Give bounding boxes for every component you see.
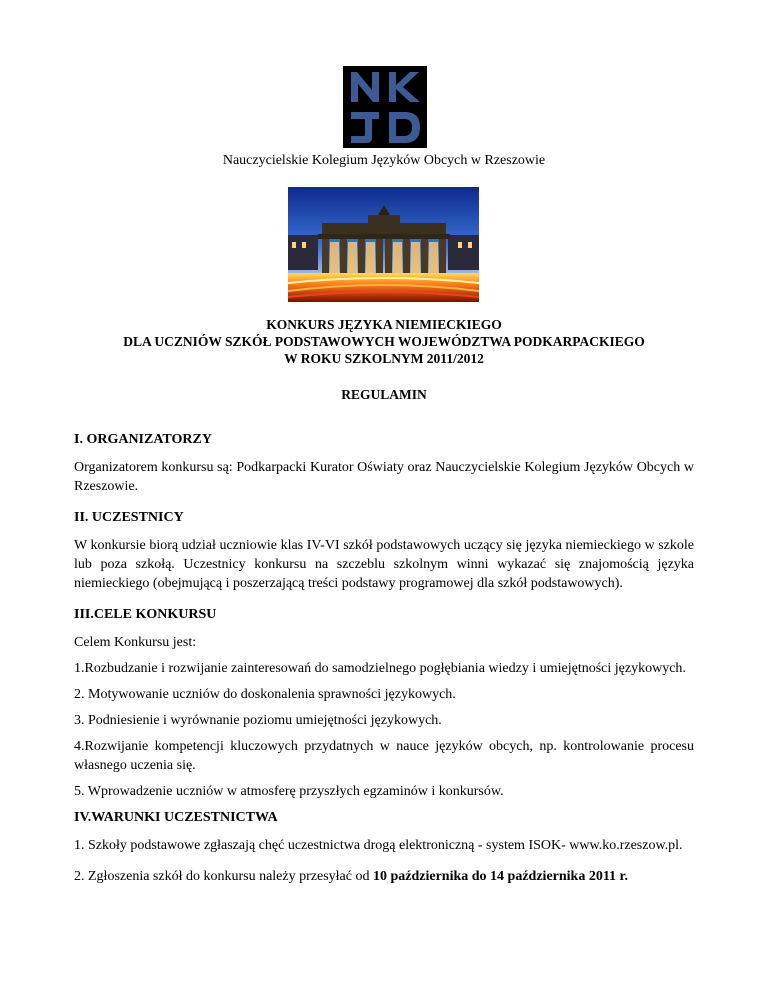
condition-item-2-text: 2. Zgłoszenia szkół do konkursu należy przesyłać od — [74, 869, 373, 884]
section-text-participants: W konkursie biorą udział uczniowie klas IV-VI szkół podstawowych uczący się języka niemieckiego w szkole lub poza szkołą. Uczestnicy konkursu na szczeblu szkolnym winni wykazać się znajomością języka niemieckiego (obejmującą i poszerzającą treści podstawy programowej dla szkół podstawowych). — [74, 538, 694, 591]
goal-item-1: 1.Rozbudzanie i rozwijanie zainteresowań do samodzielnego pogłębiania wiedzy i umiejętności językowych. — [74, 661, 686, 676]
regulamin-heading: REGULAMIN — [341, 387, 427, 402]
section-text-organizers: Organizatorem konkursu są: Podkarpacki Kurator Oświaty oraz Nauczycielskie Kolegium Języków Obcych w Rzeszowie. — [74, 460, 694, 494]
goal-item-2: 2. Motywowanie uczniów do doskonalenia sprawności językowych. — [74, 687, 456, 702]
nkjo-logo — [343, 66, 427, 148]
condition-item-2 — [74, 867, 694, 886]
title-line-1: KONKURS JĘZYKA NIEMIECKIEGO — [266, 317, 502, 332]
title-line-2: DLA UCZNIÓW SZKÓŁ PODSTAWOWYCH WOJEWÓDZTWA PODKARPACKIEGO — [123, 334, 645, 349]
section-heading-conditions: IV.WARUNKI UCZESTNICTWA — [74, 810, 278, 825]
goal-item-3: 3. Podniesienie i wyrównanie poziomu umiejętności językowych. — [74, 713, 442, 728]
section-heading-participants: II. UCZESTNICY — [74, 510, 184, 525]
condition-item-1: 1. Szkoły podstawowe zgłaszają chęć uczestnictwa drogą elektroniczną - system ISOK- www.ko.rzeszow.pl. — [74, 838, 683, 853]
brandenburg-gate-photo — [288, 187, 479, 302]
goal-item-4: 4.Rozwijanie kompetencji kluczowych przydatnych w nauce języków obcych, np. kontrolowanie procesu własnego uczenia się. — [74, 739, 694, 773]
nkjo-logo-graphic — [343, 66, 427, 148]
title-line-3: W ROKU SZKOLNYM 2011/2012 — [284, 351, 484, 366]
college-name: Nauczycielskie Kolegium Języków Obcych w Rzeszowie — [222, 153, 546, 168]
section-heading-goals: III.CELE KONKURSU — [74, 607, 217, 622]
contest-title — [0, 316, 768, 367]
condition-item-2-dates: 10 października do 14 października 2011 r. — [372, 869, 628, 884]
section-heading-organizers: I. ORGANIZATORZY — [74, 432, 212, 447]
goal-item-5: 5. Wprowadzenie uczniów w atmosferę przyszłych egzaminów i konkursów. — [74, 784, 504, 799]
goals-intro: Celem Konkursu jest: — [74, 635, 197, 650]
document-body — [74, 430, 694, 893]
